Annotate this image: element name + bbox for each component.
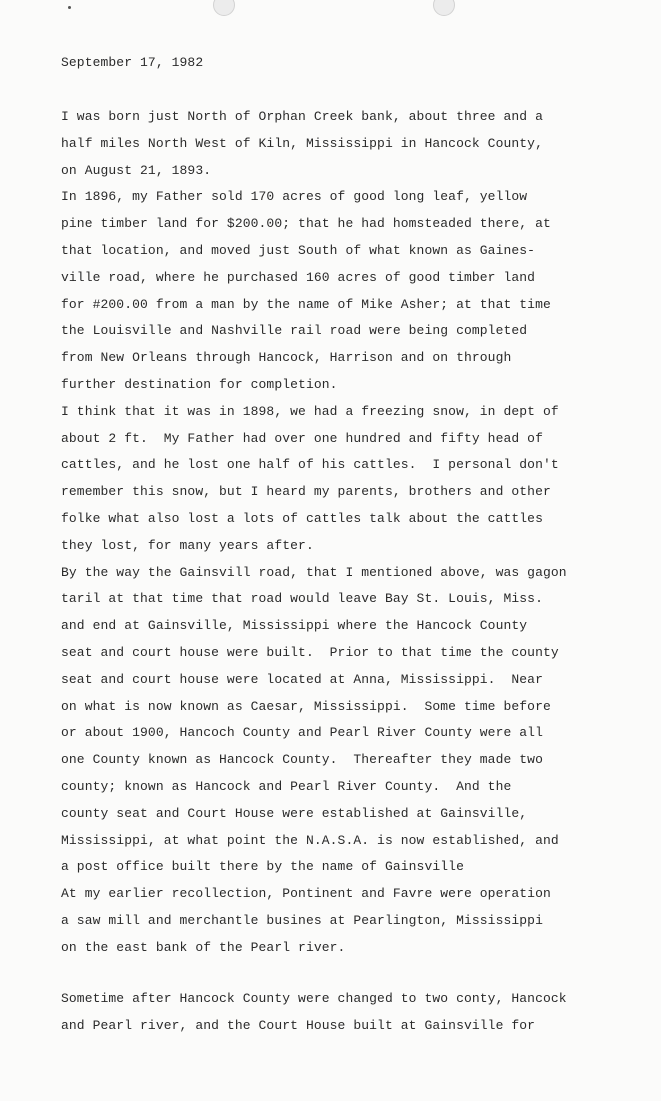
text-line: At my earlier recollection, Pontinent and Favre were operation	[61, 886, 551, 902]
text-line: or about 1900, Hancoch County and Pearl River County were all	[61, 725, 543, 741]
text-line: that location, and moved just South of what known as Gaines-	[61, 242, 536, 258]
text-line: one County known as Hancock County. Thereafter they made two	[61, 752, 543, 768]
text-line: remember this snow, but I heard my parents, brothers and other	[61, 484, 551, 500]
text-line: ville road, where he purchased 160 acres of good timber land	[61, 269, 536, 285]
text-line: Mississippi, at what point the N.A.S.A. is now established, and	[61, 832, 559, 848]
text-line: for #200.00 from a man by the name of Mike Asher; at that time	[61, 296, 551, 312]
text-line: seat and court house were built. Prior to that time the county	[61, 644, 559, 660]
text-line: further destination for completion.	[61, 376, 338, 392]
text-line: a post office built there by the name of Gainsville	[61, 859, 464, 875]
text-line: seat and court house were located at Anna, Mississippi. Near	[61, 671, 543, 687]
text-line: I think that it was in 1898, we had a freezing snow, in dept of	[61, 403, 559, 419]
text-line: on August 21, 1893.	[61, 162, 212, 178]
ink-speck	[68, 6, 71, 9]
text-line: county seat and Court House were established at Gainsville,	[61, 805, 528, 821]
text-line: taril at that time that road would leave Bay St. Louis, Miss.	[61, 591, 543, 607]
text-line: they lost, for many years after.	[61, 537, 314, 553]
letter-date: September 17, 1982	[61, 55, 204, 70]
text-line: and end at Gainsville, Mississippi where the Hancock County	[61, 618, 528, 634]
text-line: a saw mill and merchantle busines at Pearlington, Mississippi	[61, 912, 543, 928]
text-line: the Louisville and Nashville rail road were being completed	[61, 323, 528, 339]
text-line: on the east bank of the Pearl river.	[61, 939, 346, 955]
text-line: By the way the Gainsvill road, that I mentioned above, was gagon	[61, 564, 567, 580]
text-line: In 1896, my Father sold 170 acres of good long leaf, yellow	[61, 189, 528, 205]
text-block-continued	[61, 986, 567, 1040]
punch-hole-left	[213, 0, 235, 16]
text-line: half miles North West of Kiln, Mississippi in Hancock County,	[61, 135, 543, 151]
punch-hole-right	[433, 0, 455, 16]
text-line: and Pearl river, and the Court House built at Gainsville for	[61, 1017, 536, 1033]
text-line: Sometime after Hancock County were changed to two conty, Hancock	[61, 991, 567, 1006]
text-line: I was born just North of Orphan Creek bank, about three and a	[61, 109, 543, 124]
text-line: cattles, and he lost one half of his cattles. I personal don't	[61, 457, 559, 473]
text-line: from New Orleans through Hancock, Harrison and on through	[61, 350, 512, 366]
text-line: county; known as Hancock and Pearl River County. And the	[61, 778, 512, 794]
text-line: about 2 ft. My Father had over one hundred and fifty head of	[61, 430, 543, 446]
text-line: on what is now known as Caesar, Mississippi. Some time before	[61, 698, 551, 714]
text-line: folke what also lost a lots of cattles talk about the cattles	[61, 510, 543, 526]
text-block-main	[61, 104, 567, 962]
text-line: pine timber land for $200.00; that he had homsteaded there, at	[61, 216, 551, 232]
